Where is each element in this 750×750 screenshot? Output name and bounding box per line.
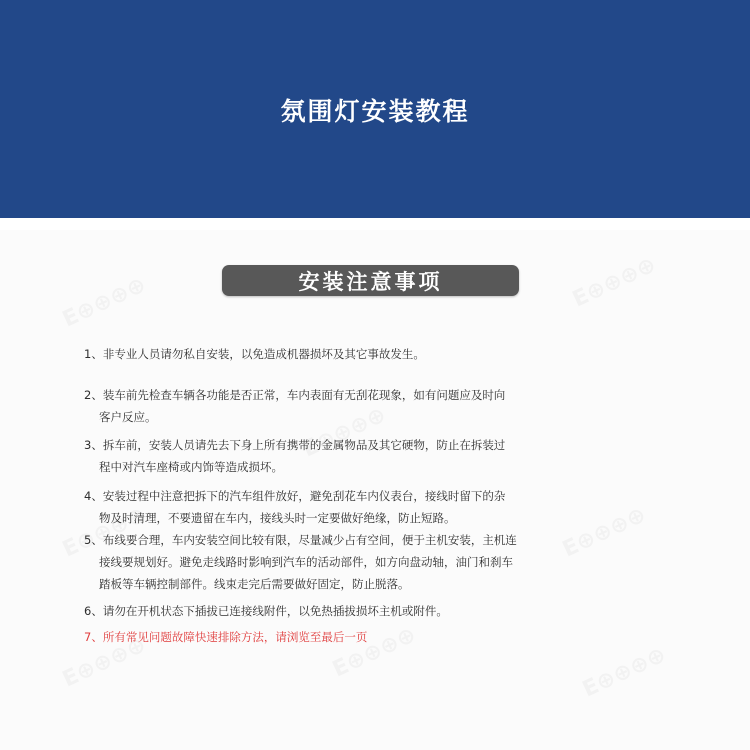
divider (0, 218, 750, 230)
note-line: 物及时清理，不要遗留在车内，接线头时一定要做好绝缘，防止短路。 (99, 511, 456, 525)
note-item-2 (84, 384, 674, 428)
note-line: 接线要规划好。避免走线路时影响到汽车的活动部件，如方向盘动轴，油门和刹车 (99, 555, 513, 569)
note-line: 踏板等车辆控制部件。线束走完后需要做好固定，防止脱落。 (99, 577, 410, 591)
note-line: 5、布线要合理，车内安装空间比较有限，尽量减少占有空间，便于主机安装，主机连 (84, 533, 517, 547)
watermark (59, 272, 150, 332)
note-item-3 (84, 434, 674, 478)
section-heading (222, 265, 519, 296)
note-line: 7、所有常见问题故障快速排除方法，请浏览至最后一页 (84, 630, 368, 644)
note-line: 程中对汽车座椅或内饰等造成损坏。 (99, 460, 283, 474)
note-line: 1、非专业人员请勿私自安装，以免造成机器损坏及其它事故发生。 (84, 347, 425, 361)
header-banner (0, 0, 750, 218)
note-line: 3、拆车前，安装人员请先去下身上所有携带的金属物品及其它硬物，防止在拆装过 (84, 438, 506, 452)
note-line: 4、安装过程中注意把拆下的汽车组件放好，避免刮花车内仪表台，接线时留下的杂 (84, 489, 506, 503)
page-title: 氛围灯安装教程 (280, 97, 470, 126)
notes-list (84, 343, 674, 648)
note-item-7 (84, 626, 674, 648)
section-title: 安装注意事项 (298, 269, 443, 294)
note-line: 客户反应。 (99, 410, 157, 424)
watermark (579, 642, 670, 702)
watermark (569, 252, 660, 312)
note-item-5 (84, 529, 674, 595)
note-item-4 (84, 485, 674, 529)
note-item-6 (84, 600, 674, 622)
note-item-1 (84, 343, 674, 365)
note-line: 2、装车前先检查车辆各功能是否正常，车内表面有无刮花现象，如有问题应及时向 (84, 388, 506, 402)
note-line: 6、请勿在开机状态下插拔已连接线附件，以免热插拔损坏主机或附件。 (84, 604, 448, 618)
